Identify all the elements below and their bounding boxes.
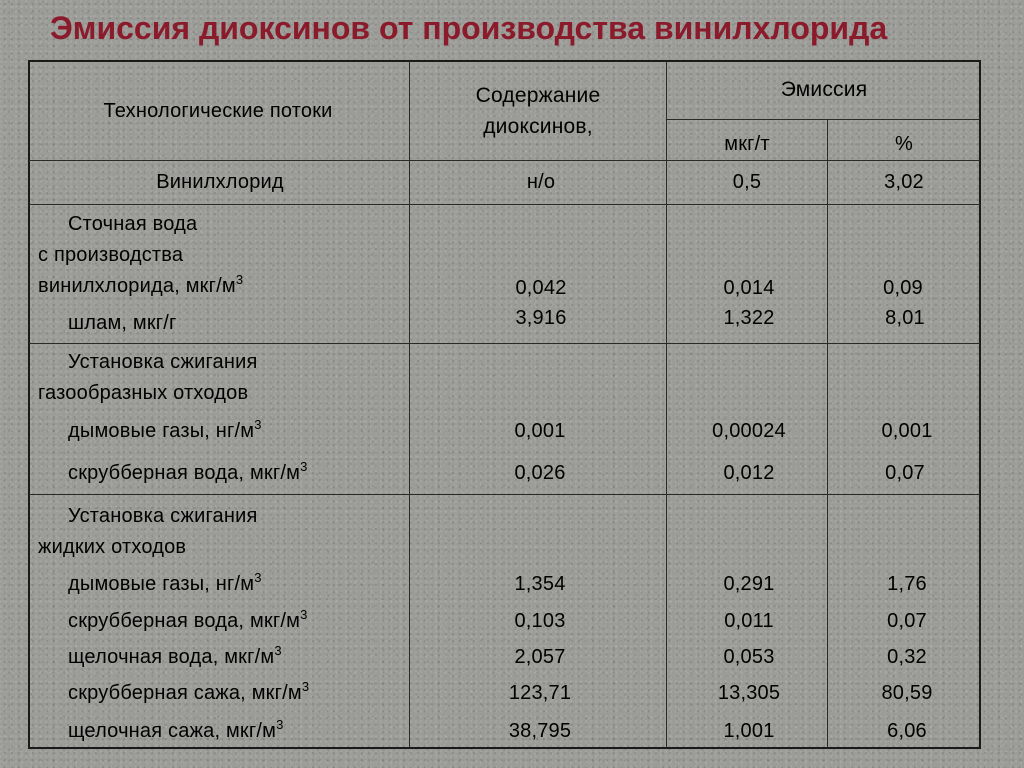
liquid-item-percent: 6,06 (887, 720, 927, 742)
column-divider-2 (666, 61, 667, 748)
gas-incineration-item2-mkg-t: 0,012 (723, 462, 775, 484)
header-emission-divider (666, 119, 980, 120)
liquid-item-percent: 1,76 (887, 573, 927, 595)
header-content-line2: диоксинов, (483, 115, 593, 138)
wastewater-line4: шлам, мкг/г (68, 312, 177, 334)
liquid-item-mkg-t: 0,291 (723, 573, 775, 595)
gas-incineration-line2: газообразных отходов (38, 382, 249, 404)
liquid-item-mkg-t: 0,011 (724, 610, 774, 632)
header-unit-percent: % (895, 133, 913, 155)
liquid-incineration-line2: жидких отходов (38, 536, 187, 558)
gas-incineration-item2-percent: 0,07 (885, 462, 925, 484)
wastewater-line4-content: 3,916 (515, 307, 567, 329)
gas-incineration-item2-content: 0,026 (514, 462, 566, 484)
gas-incineration-item1-percent: 0,001 (881, 420, 933, 442)
liquid-item-percent: 0,32 (887, 646, 927, 668)
row-divider-2 (29, 343, 980, 344)
gas-incineration-item1-content: 0,001 (514, 420, 566, 442)
liquid-item-label: щелочная вода, мкг/$м^3$ (68, 643, 282, 668)
row-vinylchloride-mkg-t: 0,5 (732, 171, 762, 193)
row-vinylchloride-content: н/о (526, 171, 556, 193)
wastewater-line3-mkg-t: 0,014 (723, 277, 775, 299)
row-vinylchloride-percent: 3,02 (884, 171, 924, 193)
liquid-item-mkg-t: 13,305 (717, 682, 781, 704)
gas-incineration-item1: дымовые газы, $нг/м^3$ (68, 417, 262, 442)
liquid-incineration-line1: Установка сжигания (68, 505, 258, 527)
header-emission: Эмиссия (780, 78, 868, 101)
header-content-line1: Содержание (475, 84, 601, 107)
liquid-item-content: 38,795 (508, 720, 572, 742)
wastewater-line4-percent: 8,01 (885, 307, 925, 329)
liquid-item-label: скрубберная сажа, мкг/$м^3$ (68, 679, 310, 704)
gas-incineration-item2: скрубберная вода, мкг/$м^3$ (68, 459, 308, 484)
row-vinylchloride-label: Винилхлорид (156, 171, 284, 193)
wastewater-line2: с производства (38, 244, 184, 266)
wastewater-line1: Сточная вода (68, 213, 198, 235)
liquid-item-mkg-t: 0,053 (723, 646, 775, 668)
wastewater-line3: винилхлорида, мкг/$м^3$ (38, 272, 244, 297)
liquid-item-label: скрубберная вода, мкг/$м^3$ (68, 607, 308, 632)
header-unit-mkg-t: мкг/т (724, 133, 770, 155)
wastewater-line4-mkg-t: 1,322 (723, 307, 775, 329)
liquid-item-percent: 80,59 (881, 682, 933, 704)
liquid-item-content: 1,354 (514, 573, 566, 595)
liquid-item-label: щелочная сажа, мкг/$м^3$ (68, 717, 284, 742)
liquid-item-content: 2,057 (514, 646, 566, 668)
gas-incineration-item1-mkg-t: 0,00024 (712, 420, 786, 442)
liquid-item-content: 123,71 (508, 682, 572, 704)
column-divider-3 (827, 120, 828, 748)
wastewater-line3-content: 0,042 (515, 277, 567, 299)
row-divider-1 (29, 204, 980, 205)
header-bottom-divider (29, 160, 980, 161)
slide-title: Эмиссия диоксинов от производства винилхлорида (50, 10, 888, 46)
header-streams: Технологические потоки (103, 100, 333, 122)
liquid-item-percent: 0,07 (887, 610, 927, 632)
row-divider-3 (29, 494, 980, 495)
gas-incineration-line1: Установка сжигания (68, 351, 258, 373)
liquid-item-mkg-t: 1,001 (723, 720, 775, 742)
column-divider-1 (409, 61, 410, 748)
liquid-item-content: 0,103 (514, 610, 566, 632)
liquid-item-label: дымовые газы, $нг/м^3$ (68, 570, 262, 595)
wastewater-line3-percent: 0,09 (883, 277, 923, 299)
